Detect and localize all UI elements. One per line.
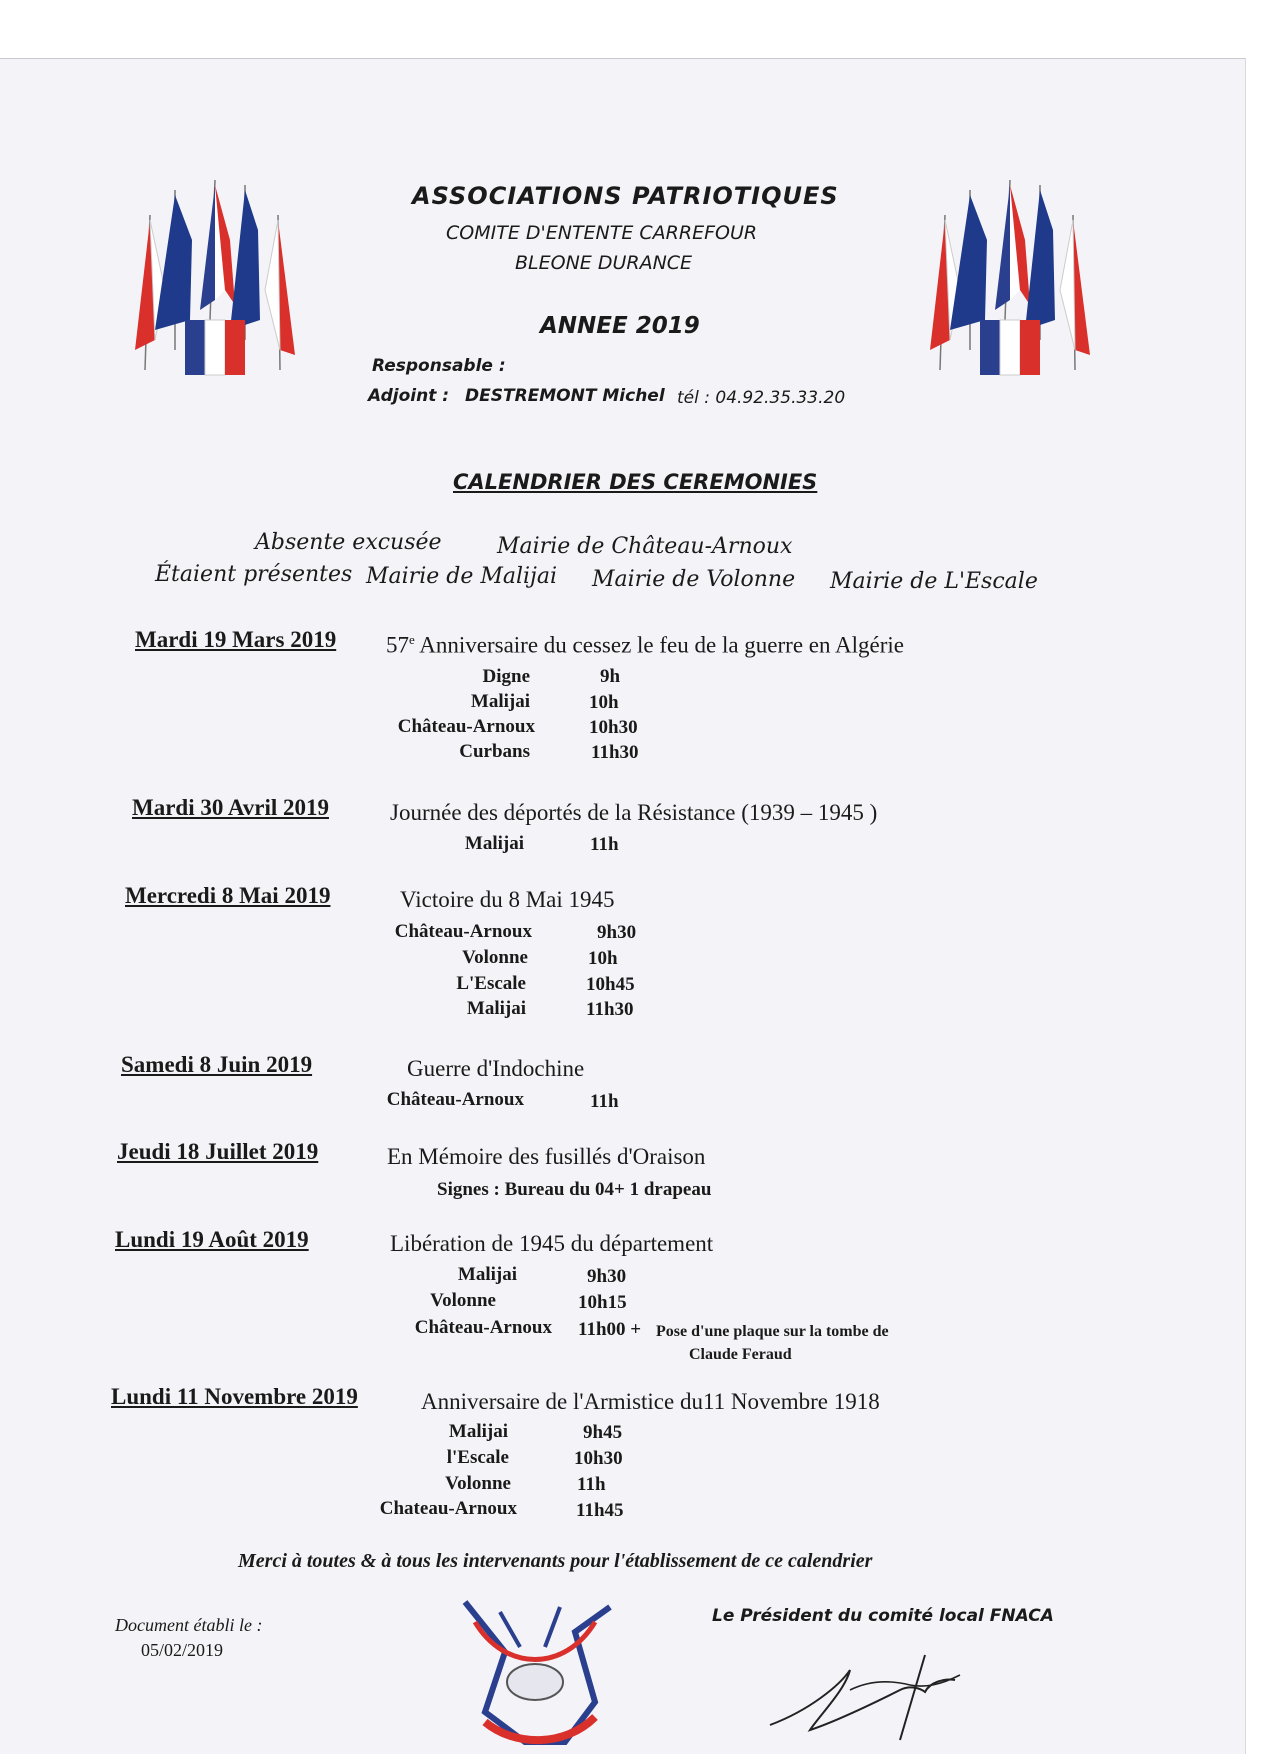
absent-label: Absente excusée bbox=[255, 530, 442, 555]
event-date: Lundi 19 Août 2019 bbox=[115, 1227, 309, 1252]
event-location: Digne bbox=[482, 666, 530, 687]
event-note: Pose d'une plaque sur la tombe de bbox=[656, 1323, 889, 1340]
event-title: En Mémoire des fusillés d'Oraison bbox=[387, 1144, 706, 1169]
event-time: 11h45 bbox=[576, 1500, 624, 1521]
event-time: 11h bbox=[590, 834, 619, 855]
event-time: 11h30 bbox=[586, 999, 634, 1020]
event-location: Malijai bbox=[448, 1421, 508, 1442]
document-date: 05/02/2019 bbox=[141, 1640, 224, 1660]
event-location: Château-Arnoux bbox=[394, 921, 532, 942]
document-date-label: Document établi le : bbox=[115, 1615, 263, 1635]
adjoint-phone: tél : 04.92.35.33.20 bbox=[677, 388, 846, 408]
association-title: ASSOCIATIONS PATRIOTIQUES bbox=[412, 182, 839, 210]
adjoint-name: DESTREMONT Michel bbox=[465, 386, 665, 406]
event-location: Château-Arnoux bbox=[397, 716, 535, 737]
thanks-line: Merci à toutes & à tous les intervenants pour l'établissement de ce calendrier bbox=[238, 1550, 873, 1572]
section-title: CALENDRIER DES CEREMONIES bbox=[453, 470, 818, 494]
event-note: Claude Feraud bbox=[689, 1346, 792, 1363]
event-note: Signes : Bureau du 04+ 1 drapeau bbox=[437, 1179, 712, 1200]
event-title: Victoire du 8 Mai 1945 bbox=[400, 887, 615, 912]
event-title: Guerre d'Indochine bbox=[407, 1056, 585, 1081]
responsable-label: Responsable : bbox=[372, 356, 506, 376]
event-time: 9h bbox=[600, 666, 621, 687]
event-time: 10h15 bbox=[578, 1292, 627, 1313]
event-time: 10h bbox=[588, 948, 618, 969]
committee-line-1: COMITE D'ENTENTE CARREFOUR bbox=[446, 222, 758, 244]
event-location: Volonne bbox=[462, 947, 528, 968]
absent-mairie: Mairie de Château-Arnoux bbox=[497, 534, 793, 559]
adjoint-label: Adjoint : bbox=[368, 386, 450, 406]
event-location: Malijai bbox=[457, 1264, 517, 1285]
event-time: 9h30 bbox=[587, 1266, 627, 1287]
event-date: Mardi 30 Avril 2019 bbox=[132, 795, 329, 820]
event-title: 57e Anniversaire du cessez le feu de la guerre en Algérie bbox=[386, 632, 904, 658]
president-signature bbox=[750, 1630, 990, 1755]
flags-left-emblem bbox=[130, 180, 300, 390]
present-mairie-3: Mairie de L'Escale bbox=[830, 569, 1038, 594]
event-location: Chateau-Arnoux bbox=[379, 1498, 517, 1519]
event-location: Volonne bbox=[445, 1473, 511, 1494]
president-title: Le Président du comité local FNACA bbox=[712, 1606, 1054, 1626]
event-time: 10h30 bbox=[574, 1448, 623, 1469]
present-mairie-1: Mairie de Malijai bbox=[366, 564, 558, 589]
event-location: Malijai bbox=[466, 998, 526, 1019]
event-title: Journée des déportés de la Résistance (1939 – 1945 ) bbox=[390, 800, 878, 825]
event-location: L'Escale bbox=[456, 973, 526, 994]
event-time: 10h30 bbox=[589, 717, 638, 738]
event-date: Samedi 8 Juin 2019 bbox=[121, 1052, 313, 1077]
event-title: Libération de 1945 du département bbox=[390, 1231, 714, 1256]
flags-right-emblem bbox=[925, 180, 1095, 390]
event-time: 11h30 bbox=[591, 742, 639, 763]
event-location: Curbans bbox=[459, 741, 530, 762]
present-mairie-2: Mairie de Volonne bbox=[592, 567, 796, 592]
event-time: 11h bbox=[577, 1474, 606, 1495]
event-time: 11h bbox=[590, 1091, 619, 1112]
event-location: Château-Arnoux bbox=[414, 1317, 552, 1338]
event-location: Volonne bbox=[430, 1290, 496, 1311]
event-location: l'Escale bbox=[446, 1447, 509, 1468]
event-time: 10h bbox=[589, 692, 619, 713]
event-date: Mercredi 8 Mai 2019 bbox=[125, 883, 331, 908]
event-time: 9h45 bbox=[583, 1422, 623, 1443]
event-date: Jeudi 18 Juillet 2019 bbox=[117, 1139, 319, 1164]
committee-line-2: BLEONE DURANCE bbox=[515, 252, 693, 274]
event-time: 9h30 bbox=[597, 922, 637, 943]
event-date: Lundi 11 Novembre 2019 bbox=[111, 1384, 358, 1409]
event-location: Malijai bbox=[464, 833, 524, 854]
event-location: Château-Arnoux bbox=[386, 1089, 524, 1110]
event-time: 11h00 + bbox=[578, 1319, 642, 1340]
present-label: Étaient présentes bbox=[155, 562, 353, 587]
event-title: Anniversaire de l'Armistice du11 Novembre 1918 bbox=[421, 1389, 880, 1414]
event-date: Mardi 19 Mars 2019 bbox=[135, 627, 337, 652]
fnaca-emblem bbox=[445, 1592, 625, 1757]
event-time: 10h45 bbox=[586, 974, 635, 995]
event-location: Malijai bbox=[470, 691, 530, 712]
year-heading: ANNEE 2019 bbox=[540, 313, 700, 339]
